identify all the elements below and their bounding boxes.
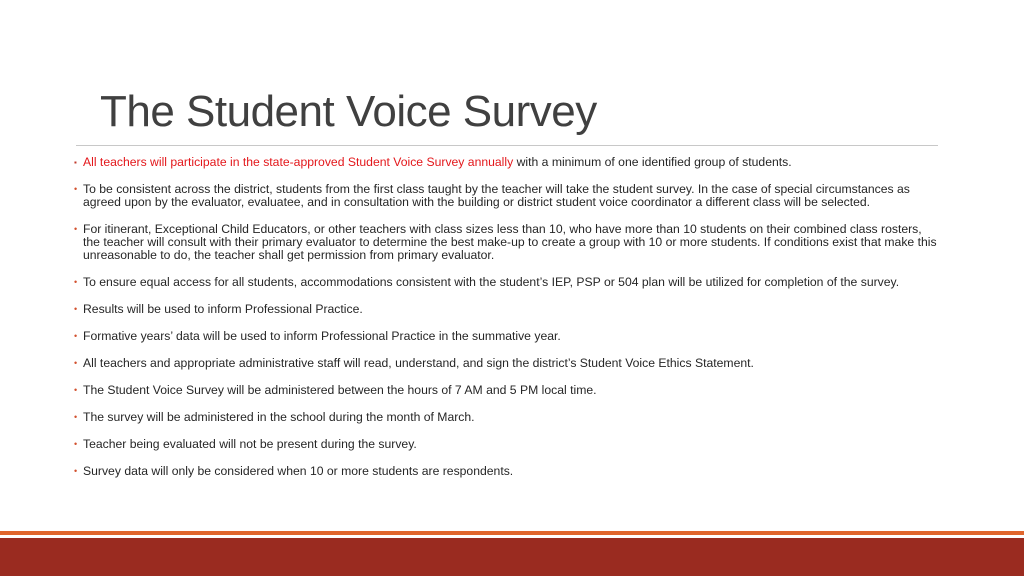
bullet-item xyxy=(74,223,940,262)
bullet-text: Formative years’ data will be used to inform Professional Practice in the summative year. xyxy=(83,329,561,343)
dot-bullet-icon: • xyxy=(74,385,78,395)
dot-bullet-icon: • xyxy=(74,466,78,476)
dot-bullet-icon: • xyxy=(74,304,78,314)
dot-bullet-icon: • xyxy=(74,358,78,368)
bullet-text: Survey data will only be considered when 10 or more students are respondents. xyxy=(83,464,514,478)
slide-title: The Student Voice Survey xyxy=(100,87,597,136)
bullet-text: Results will be used to inform Professional Practice. xyxy=(83,302,363,316)
dot-bullet-icon: • xyxy=(74,277,78,287)
bullet-item xyxy=(74,411,940,424)
square-bullet-icon: ▪ xyxy=(74,158,77,167)
bullet-item xyxy=(74,438,940,451)
bullet-item xyxy=(74,465,940,478)
dot-bullet-icon: • xyxy=(74,439,78,449)
bullet-text: The Student Voice Survey will be administered between the hours of 7 AM and 5 PM local time. xyxy=(83,383,597,397)
bullet-item xyxy=(74,156,940,169)
bullet-item xyxy=(74,303,940,316)
footer-bar xyxy=(0,538,1024,576)
bullet-list xyxy=(74,156,940,492)
bullet-item xyxy=(74,330,940,343)
bullet-text: with a minimum of one identified group of students. xyxy=(513,155,792,169)
bullet-text: Teacher being evaluated will not be present during the survey. xyxy=(83,437,417,451)
bullet-text: The survey will be administered in the school during the month of March. xyxy=(83,410,475,424)
highlighted-text: All teachers will participate in the state-approved Student Voice Survey annually xyxy=(83,155,514,169)
bullet-text: To ensure equal access for all students, accommodations consistent with the student’s IEP, PSP or 504 plan will be utilized for completion of the survey. xyxy=(83,275,900,289)
title-divider xyxy=(76,145,938,146)
bullet-text: For itinerant, Exceptional Child Educators, or other teachers with class sizes less than 10, who have more than 10 students on their combined class rosters, the teacher will consult with their primary evaluator to determine the best make-up to create a group with 10 or more students. If conditions exist that make this unreasonable to do, the teacher shall get permission from primary evaluator. xyxy=(83,222,937,262)
bullet-item xyxy=(74,384,940,397)
bullet-text: To be consistent across the district, students from the first class taught by the teacher will take the student survey. In the case of special circumstances as agreed upon by the evaluator, evaluatee, and in consultation with the building or district student voice coordinator a different class will be selected. xyxy=(83,182,910,209)
dot-bullet-icon: • xyxy=(74,331,78,341)
footer-accent-line xyxy=(0,531,1024,535)
dot-bullet-icon: • xyxy=(74,412,78,422)
bullet-item xyxy=(74,357,940,370)
bullet-item xyxy=(74,276,940,289)
dot-bullet-icon: • xyxy=(74,184,78,194)
dot-bullet-icon: • xyxy=(74,224,78,234)
bullet-item xyxy=(74,183,940,209)
bullet-text: All teachers and appropriate administrative staff will read, understand, and sign the district’s Student Voice Ethics Statement. xyxy=(83,356,754,370)
